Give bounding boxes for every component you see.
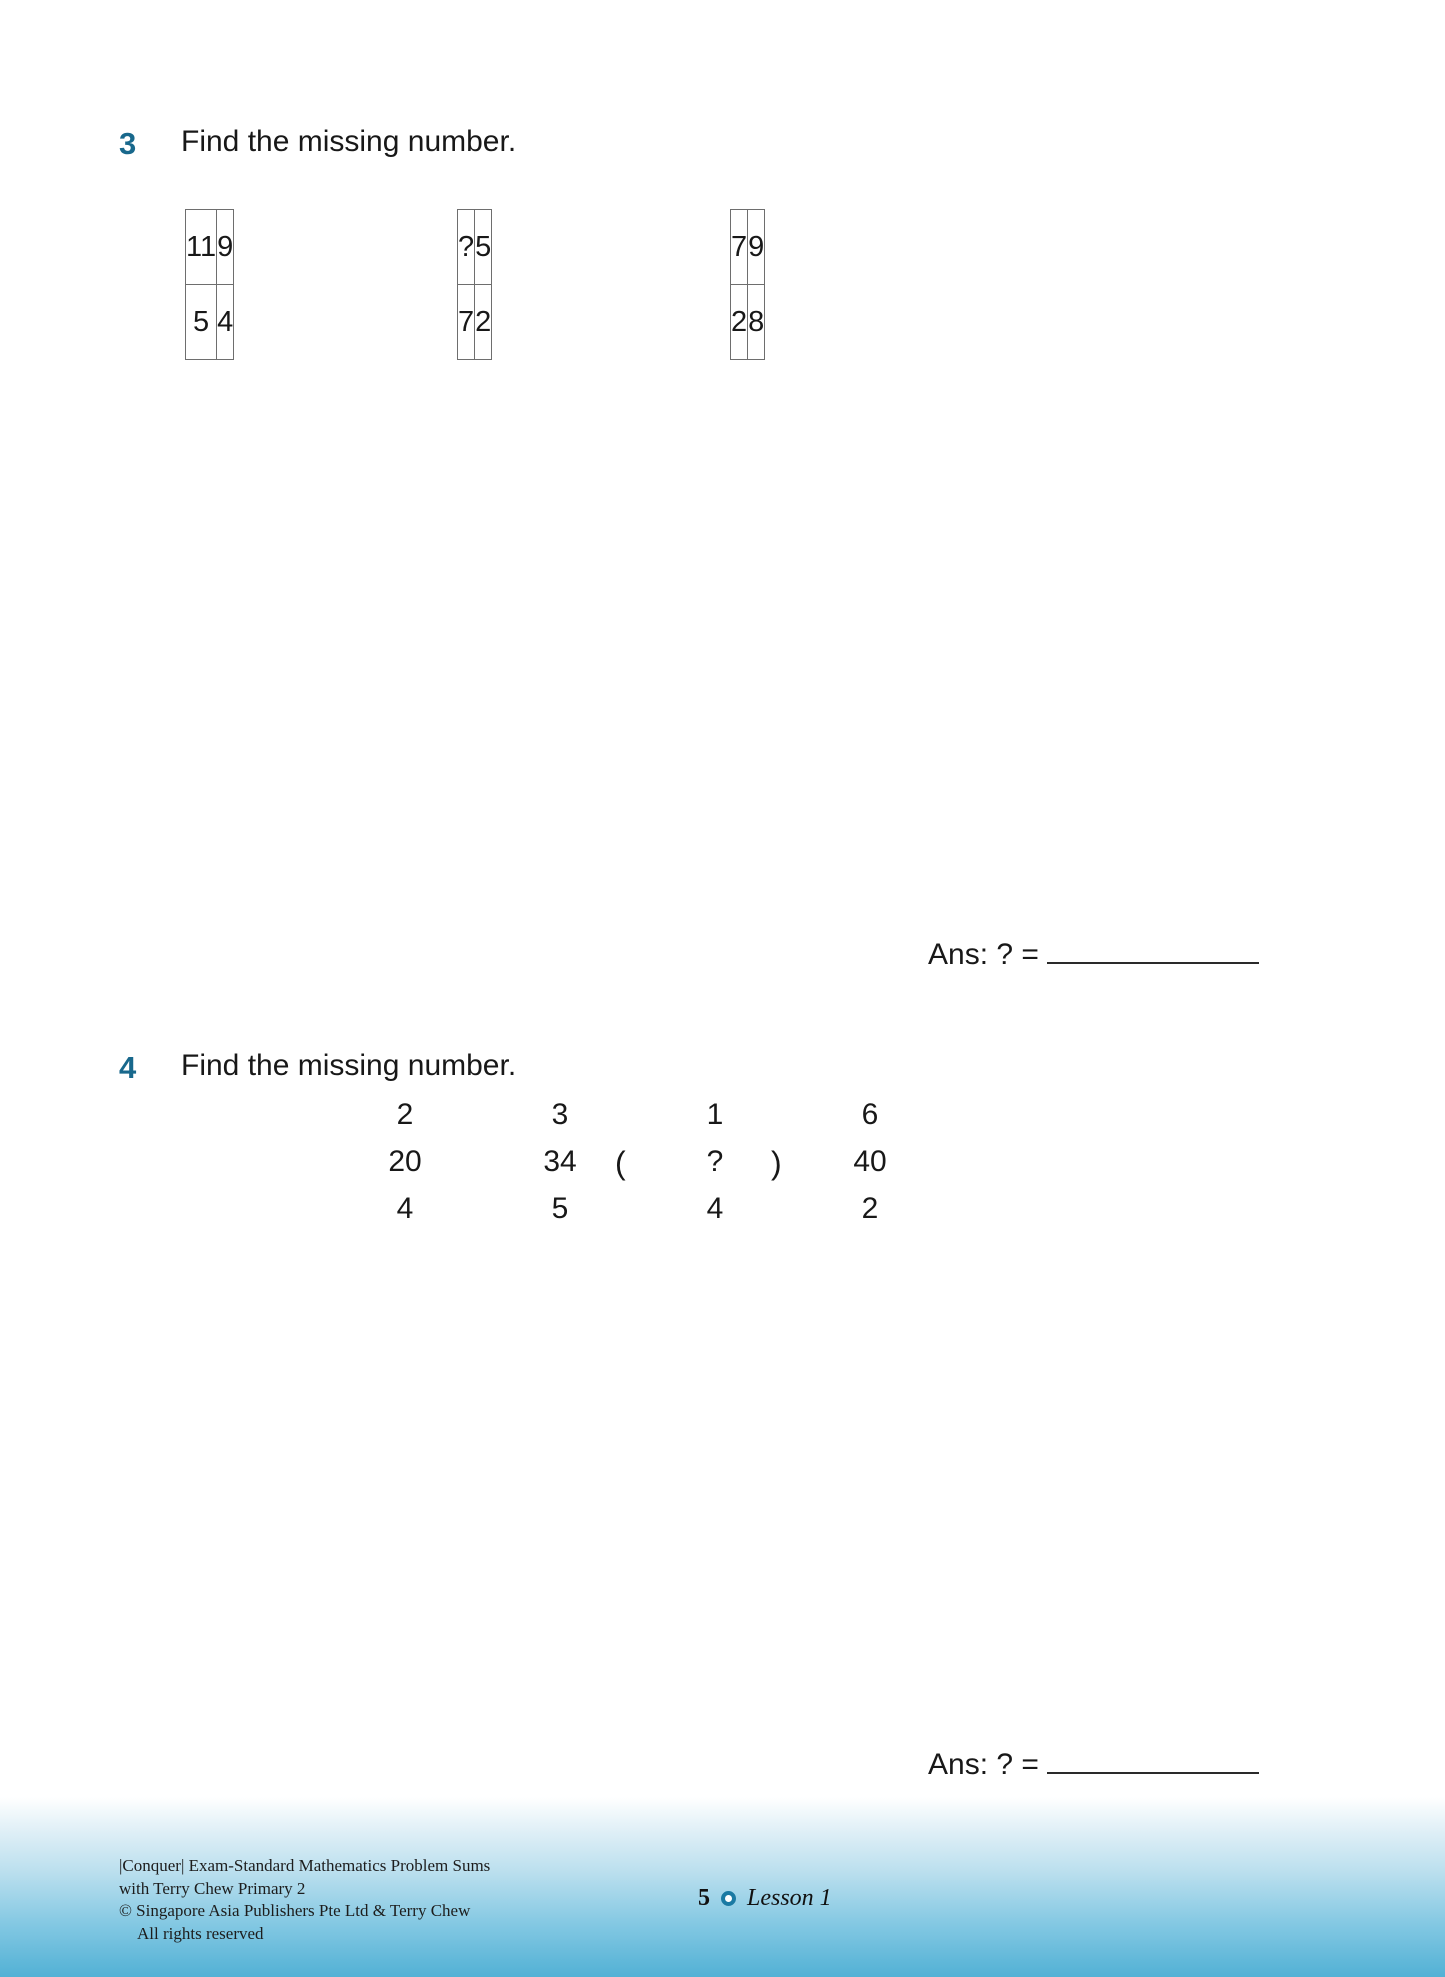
number-cell: 5 — [551, 1192, 569, 1225]
number-column-3 — [670, 1100, 760, 1241]
number-cell: 34 — [543, 1145, 577, 1178]
number-cell: 2 — [396, 1098, 414, 1131]
grid-cell: 11 — [186, 210, 217, 285]
grid-cell: 4 — [217, 285, 234, 360]
grid-cell: 5 — [186, 285, 217, 360]
grid-cell: 7 — [458, 285, 475, 360]
number-grid-3 — [730, 209, 765, 360]
question-3-number: 3 — [119, 126, 137, 161]
number-column-2 — [515, 1100, 605, 1241]
credit-line-2: with Terry Chew Primary 2 — [119, 1878, 306, 1898]
grid-cell: 9 — [748, 210, 765, 285]
number-cell: 1 — [706, 1098, 724, 1131]
answer-blank[interactable] — [1047, 940, 1259, 964]
number-cell-missing: ? — [706, 1145, 724, 1178]
number-cell: 4 — [706, 1192, 724, 1225]
credit-line-3: © Singapore Asia Publishers Pte Ltd & Terry Chew — [119, 1901, 471, 1921]
paren-open: ( — [615, 1145, 626, 1181]
question-4-answer-line — [928, 1750, 1259, 1780]
grid-cell-missing: ? — [458, 210, 475, 285]
lesson-label: Lesson 1 — [747, 1885, 832, 1911]
number-grid-2 — [457, 209, 492, 360]
grid-cell: 8 — [748, 285, 765, 360]
grid-cell: 5 — [475, 210, 492, 285]
grid-cell: 9 — [217, 210, 234, 285]
table-row — [186, 210, 234, 285]
answer-label: Ans: ? = — [928, 938, 1039, 971]
table-row — [458, 285, 492, 360]
question-3-answer-line — [928, 940, 1259, 970]
credit-line-1: |Conquer| Exam-Standard Mathematics Problem Sums — [119, 1856, 491, 1875]
ring-bullet-icon — [721, 1891, 736, 1906]
answer-blank[interactable] — [1047, 1750, 1259, 1774]
grid-cell: 2 — [731, 285, 748, 360]
grid-cell: 7 — [731, 210, 748, 285]
number-cell: 6 — [861, 1098, 879, 1131]
grid-cell: 2 — [475, 285, 492, 360]
table-row — [186, 285, 234, 360]
question-4-text: Find the missing number. — [181, 1049, 517, 1082]
number-column-1 — [360, 1100, 450, 1241]
question-4-number: 4 — [119, 1050, 137, 1085]
number-cell: 40 — [853, 1145, 887, 1178]
page-number: 5 — [698, 1885, 710, 1911]
number-cell: 2 — [861, 1192, 879, 1225]
number-cell: 4 — [396, 1192, 414, 1225]
credit-line-4: All rights reserved — [137, 1923, 264, 1943]
footer-page-marker — [698, 1886, 832, 1910]
question-3-text: Find the missing number. — [181, 125, 517, 158]
number-column-4 — [825, 1100, 915, 1241]
number-cell: 3 — [551, 1098, 569, 1131]
table-row — [731, 210, 765, 285]
number-cell: 20 — [388, 1145, 422, 1178]
table-row — [458, 210, 492, 285]
answer-label: Ans: ? = — [928, 1748, 1039, 1781]
paren-close: ) — [771, 1145, 782, 1181]
footer-credit — [119, 1855, 490, 1945]
number-grid-1 — [185, 209, 234, 360]
table-row — [731, 285, 765, 360]
